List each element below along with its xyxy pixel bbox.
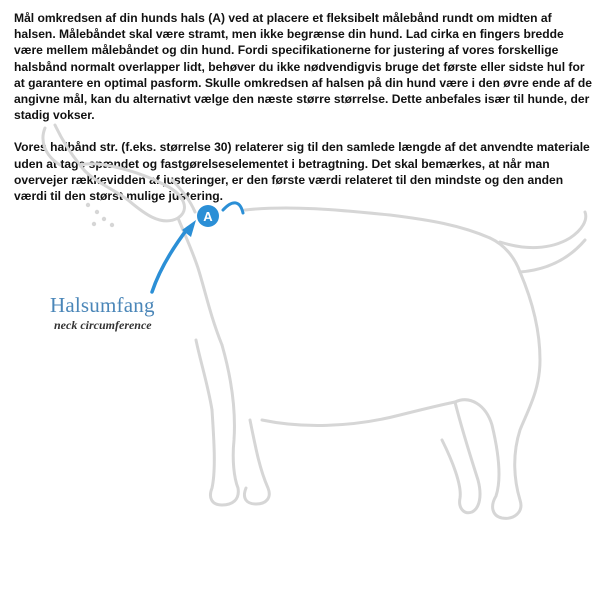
instructions-paragraph-1: Mål omkredsen af din hunds hals (A) ved at placere et fleksibelt målebånd rundt om midten af halsen. Målebåndet skal være stramt, men ikke begrænse din hund. Lad cirka en fingers bredde være mellem målebåndet og din hund. Fordi specifikationerne for justering af vores forskellige halsbånd normalt overlapper lidt, behøver du ikke nødvendigvis bruge det første eller sidste hul for at garantere en optimal pasform. Skulle omkredsen af halsen på din hund være i den øvre ende af de angivne mål, kan du alternativt vælge den næste større størrelse. Dette anbefales især til hunde, der stadig vokser. xyxy=(14,11,592,123)
dog-face-spots xyxy=(86,203,114,227)
instructions-paragraph-2: Vores halbånd str. (f.eks. størrelse 30) relaterer sig til den samlede længde af det anvendte materiale uden at tage spændet og fastgørelseselementet i betragtning. Det skal bemærkes, at når man overvejer rækkevidden af justeringer, er den første værdi relateret til den mindste og den anden værdi til den størst mulige justering. xyxy=(14,140,590,204)
neck-measurement-marker xyxy=(152,203,243,292)
neck-measure-curve xyxy=(223,203,243,213)
neck-label-danish: Halsumfang xyxy=(50,293,155,317)
neck-label-english: neck circumference xyxy=(54,318,152,332)
marker-a-letter: A xyxy=(203,209,213,224)
measure-arrow-line xyxy=(152,228,188,292)
